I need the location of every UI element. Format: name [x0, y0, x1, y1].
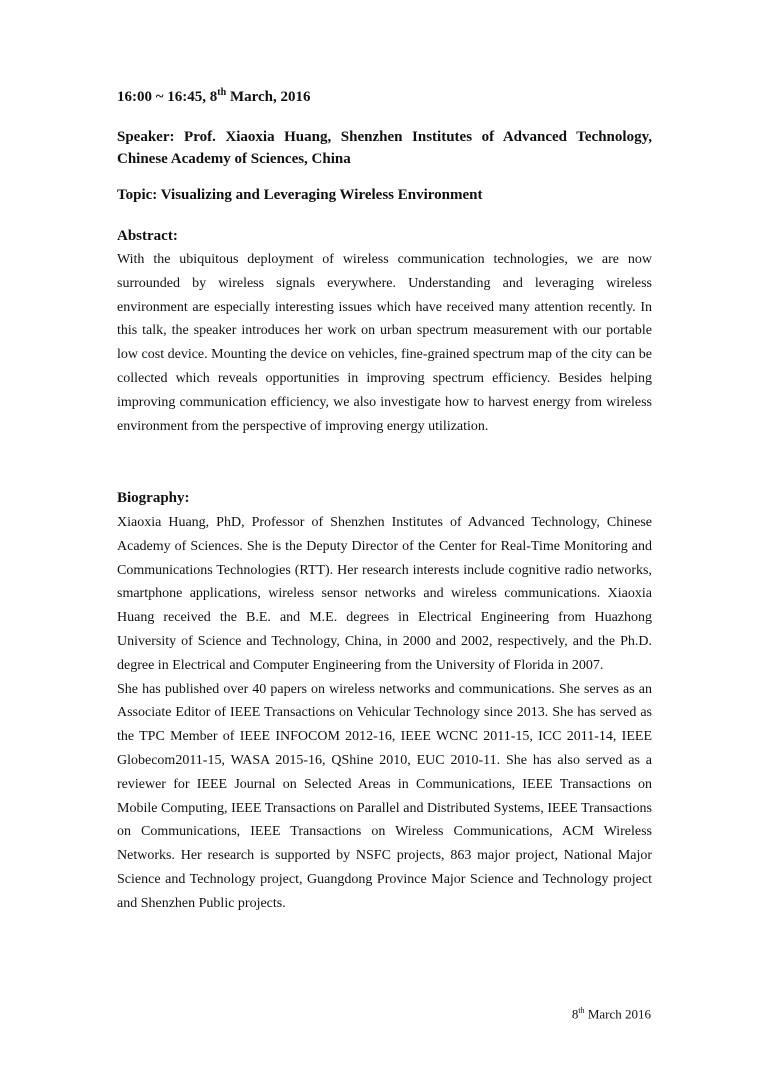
abstract-text: With the ubiquitous deployment of wireless communication technologies, we are now surrounded by wireless signals everywhere. Understanding and leveraging wireless environment are especially interesting issues which have received many attention recently. In this talk, the speaker introduces her work on urban spectrum measurement with our portable low cost device. Mounting the device on vehicles, fine-grained spectrum map of the city can be collected which reveals opportunities in improving spectrum efficiency. Besides helping improving communication efficiency, we also investigate how to harvest energy from wireless environment from the perspective of improving energy utilization.	[117, 252, 652, 434]
session-time	[117, 87, 652, 106]
biography-text	[117, 511, 652, 916]
session-date-ordinal: th	[217, 87, 227, 98]
topic-line: Topic: Visualizing and Leveraging Wireless Environment	[117, 187, 483, 203]
session-date-rest: March, 2016	[226, 89, 311, 105]
footer-ordinal: th	[578, 1006, 585, 1015]
footer-day: 8	[571, 1006, 579, 1022]
footer-date	[572, 1006, 651, 1022]
biography-paragraph-1: Xiaoxia Huang, PhD, Professor of Shenzhen Institutes of Advanced Technology, Chinese Academy of Sciences. She is the Deputy Director of the Center for Real-Time Monitoring and Communications Technologies (RTT). Her research interests include cognitive radio networks, smartphone applications, wireless sensor networks and wireless communications. Xiaoxia Huang received the B.E. and M.E. degrees in Electrical Engineering from Huazhong University of Science and Technology, China, in 2000 and 2002, respectively, and the Ph.D. degree in Electrical and Computer Engineering from the University of Florida in 2007.	[117, 515, 652, 673]
session-time-range: 16:00 ~ 16:45, 8	[117, 89, 218, 105]
abstract-heading: Abstract:	[117, 228, 178, 244]
biography-paragraph-2: She has published over 40 papers on wireless networks and communications. She serves as an Associate Editor of IEEE Transactions on Vehicular Technology since 2013. She has served as the TPC Member of IEEE INFOCOM 2012-16, IEEE WCNC 2011-15, ICC 2011-14, IEEE Globecom2011-15, WASA 2015-16, QShine 2010, EUC 2010-11. She has also served as a reviewer for IEEE Journal on Selected Areas in Communications, IEEE Transactions on Mobile Computing, IEEE Transactions on Parallel and Distributed Systems, IEEE Transactions on Communications, IEEE Transactions on Wireless Communications, ACM Wireless Networks. Her research is supported by NSFC projects, 863 major project, National Major Science and Technology project, Guangdong Province Major Science and Technology project and Shenzhen Public projects.	[117, 681, 652, 911]
speaker-line: Speaker: Prof. Xiaoxia Huang, Shenzhen Institutes of Advanced Technology, Chinese Academy of Sciences, China	[117, 129, 652, 167]
biography-heading: Biography:	[117, 490, 190, 506]
footer-month-year: March 2016	[584, 1006, 651, 1022]
